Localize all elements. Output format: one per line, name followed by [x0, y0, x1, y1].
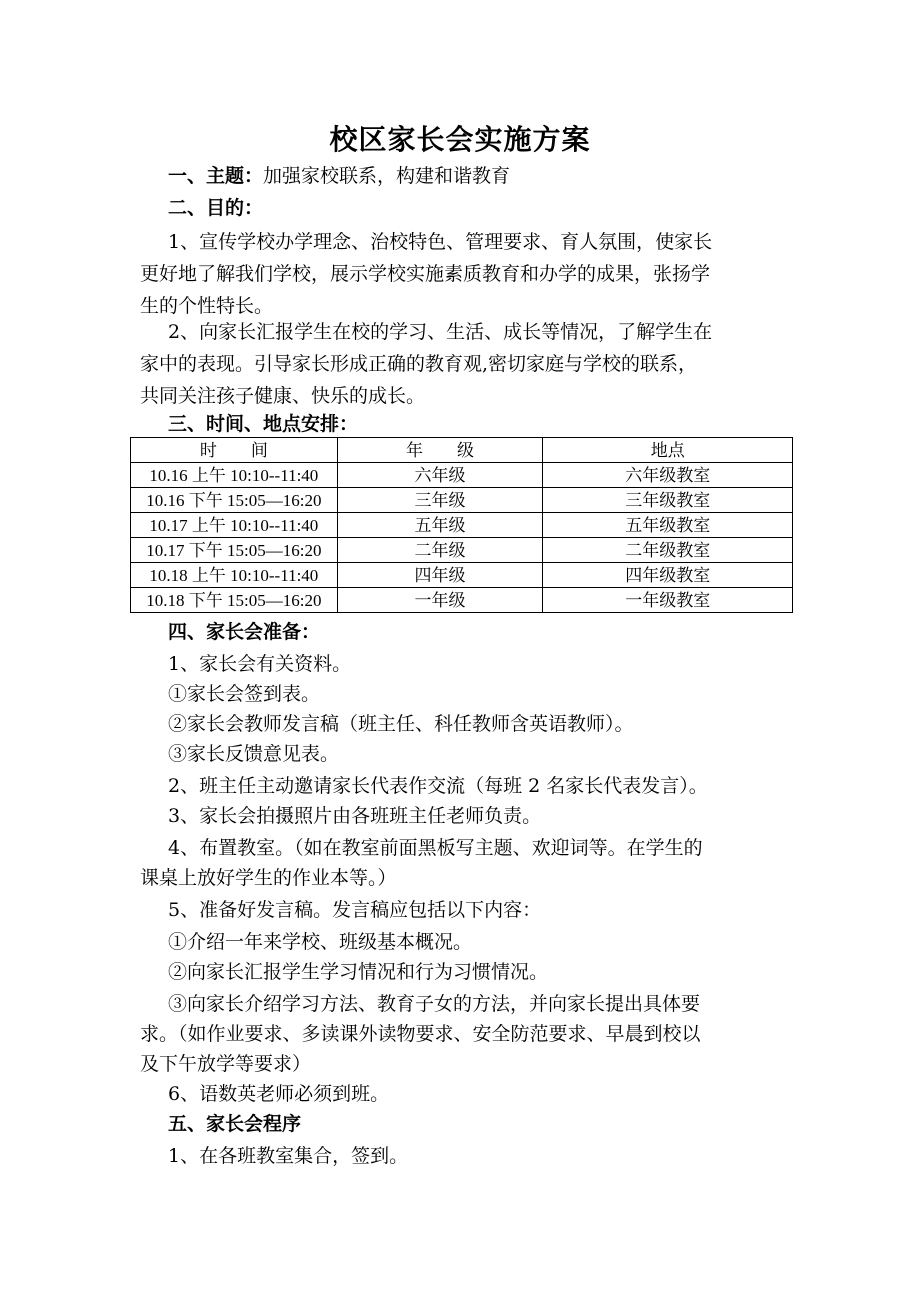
preparation-item: 6、语数英老师必须到班。: [168, 1083, 390, 1105]
cell-grade: 四年级: [337, 563, 543, 588]
cell-time: 10.17 下午 15:05—16:20: [131, 538, 338, 563]
preparation-item: ③家长反馈意见表。: [168, 743, 340, 765]
purpose-paragraph-2-line-3: 共同关注孩子健康、快乐的成长。: [140, 385, 426, 407]
header-grade: 年 级: [337, 438, 543, 463]
cell-location: 二年级教室: [543, 538, 793, 563]
cell-location: 六年级教室: [543, 463, 793, 488]
preparation-item: ②家长会教师发言稿（班主任、科任教师含英语教师）。: [168, 713, 634, 735]
purpose-paragraph-1-line-2: 更好地了解我们学校，展示学校实施素质教育和办学的成果，张扬学: [140, 263, 711, 285]
preparation-method-line-2: 求。（如作业要求、多读课外读物要求、安全防范要求、早晨到校以: [140, 1023, 701, 1045]
cell-time: 10.18 下午 15:05—16:20: [131, 588, 338, 613]
cell-grade: 五年级: [337, 513, 543, 538]
table-row: [131, 513, 793, 538]
table-row: [131, 488, 793, 513]
preparation-item: 5、准备好发言稿。发言稿应包括以下内容：: [168, 899, 542, 921]
table-row: [131, 538, 793, 563]
header-location: 地点: [543, 438, 793, 463]
cell-location: 三年级教室: [543, 488, 793, 513]
cell-location: 四年级教室: [543, 563, 793, 588]
section-procedure-heading: 五、家长会程序: [168, 1113, 302, 1135]
preparation-classroom-line-1: 4、布置教室。（如在教室前面黑板写主题、欢迎词等。在学生的: [168, 837, 703, 859]
preparation-item: 2、班主任主动邀请家长代表作交流（每班 2 名家长代表发言）。: [168, 775, 708, 797]
preparation-method-line-1: ③向家长介绍学习方法、教育子女的方法，并向家长提出具体要: [168, 993, 701, 1015]
procedure-item: 1、在各班教室集合，签到。: [168, 1145, 409, 1167]
cell-grade: 六年级: [337, 463, 543, 488]
schedule-table: [130, 437, 793, 613]
purpose-paragraph-2-line-2: 家中的表现。引导家长形成正确的教育观,密切家庭与学校的联系，: [140, 353, 698, 375]
cell-location: 一年级教室: [543, 588, 793, 613]
purpose-paragraph-2-line-1: 2、向家长汇报学生在校的学习、生活、成长等情况，了解学生在: [168, 321, 713, 343]
section-purpose-heading: 二、目的：: [168, 197, 264, 219]
table-header-row: [131, 438, 793, 463]
cell-grade: 一年级: [337, 588, 543, 613]
document-title: 校区家长会实施方案: [329, 123, 591, 156]
section-theme-text: 加强家校联系，构建和谐教育: [263, 165, 511, 187]
table-row: [131, 563, 793, 588]
preparation-method-line-3: 及下午放学等要求）: [140, 1053, 312, 1075]
header-time: 时 间: [131, 438, 338, 463]
cell-grade: 二年级: [337, 538, 543, 563]
preparation-item: 3、家长会拍摄照片由各班班主任老师负责。: [168, 805, 542, 827]
preparation-item: 1、家长会有关资料。: [168, 653, 352, 675]
section-preparation-heading: 四、家长会准备：: [168, 621, 321, 643]
cell-time: 10.18 上午 10:10--11:40: [131, 563, 338, 588]
cell-time: 10.16 上午 10:10--11:40: [131, 463, 338, 488]
table-row: [131, 463, 793, 488]
preparation-item: ①介绍一年来学校、班级基本概况。: [168, 931, 473, 953]
table-row: [131, 588, 793, 613]
cell-time: 10.17 上午 10:10--11:40: [131, 513, 338, 538]
preparation-classroom-line-2: 课桌上放好学生的作业本等。）: [140, 867, 397, 889]
purpose-paragraph-1-line-3: 生的个性特长。: [140, 295, 274, 317]
preparation-item: ①家长会签到表。: [168, 683, 321, 705]
cell-time: 10.16 下午 15:05—16:20: [131, 488, 338, 513]
section-theme: [140, 160, 828, 192]
section-schedule-heading: 三、时间、地点安排：: [168, 413, 359, 435]
preparation-item: ②向家长汇报学生学习情况和行为习惯情况。: [168, 961, 549, 983]
section-theme-label: 一、主题：: [168, 165, 264, 187]
purpose-paragraph-1-line-1: 1、宣传学校办学理念、治校特色、管理要求、育人氛围，使家长: [168, 231, 713, 253]
cell-grade: 三年级: [337, 488, 543, 513]
cell-location: 五年级教室: [543, 513, 793, 538]
